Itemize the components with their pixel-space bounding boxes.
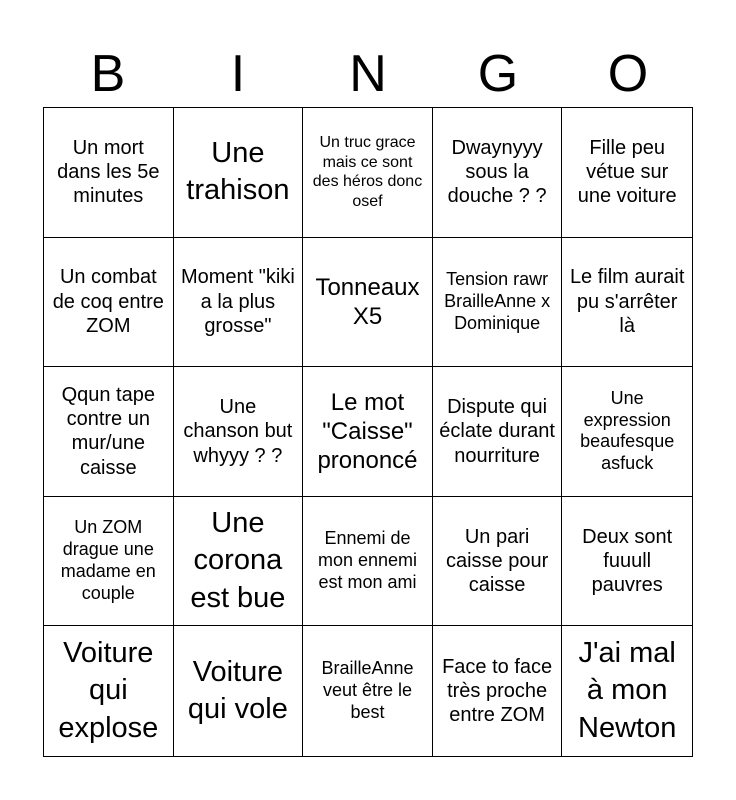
cell-text: J'ai mal à mon Newton: [578, 636, 677, 745]
cell-text: Moment "kiki a la plus grosse": [180, 266, 295, 338]
cell-text: Face to face très proche entre ZOM: [442, 655, 553, 727]
bingo-cell[interactable]: [174, 626, 304, 756]
cell-text: Une chanson but whyyy ? ?: [183, 395, 293, 467]
bingo-cell[interactable]: [433, 238, 563, 368]
cell-text: Une expression beaufesque asfuck: [580, 387, 675, 474]
bingo-cell[interactable]: [433, 367, 563, 497]
bingo-cell[interactable]: [562, 626, 692, 756]
header-letter-i: I: [230, 45, 246, 103]
bingo-cell[interactable]: [44, 108, 174, 238]
bingo-cell[interactable]: [303, 238, 433, 368]
header-letter-g: G: [477, 45, 519, 103]
cell-text: Qqun tape contre un mur/une caisse: [61, 383, 155, 479]
bingo-header: [43, 40, 693, 108]
cell-text: Tension rawr BrailleAnne x Dominique: [444, 268, 551, 333]
header-letter-b: B: [90, 45, 126, 103]
cell-text: Un mort dans les 5e minutes: [57, 136, 160, 208]
cell-text: Un truc grace mais ce sont des héros donc osef: [312, 134, 423, 210]
bingo-cell[interactable]: [303, 497, 433, 627]
cell-text: Le mot "Caisse" prononcé: [317, 388, 418, 475]
cell-text: Tonneaux X5: [315, 273, 420, 330]
cell-text: Voiture qui vole: [187, 655, 288, 726]
bingo-cell[interactable]: [433, 108, 563, 238]
cell-text: Dispute qui éclate durant nourriture: [439, 395, 555, 467]
header-letter-o: O: [607, 45, 649, 103]
bingo-cell[interactable]: [562, 367, 692, 497]
cell-text: Dwaynyyy sous la douche ? ?: [447, 136, 547, 208]
bingo-cell[interactable]: [562, 238, 692, 368]
cell-text: Ennemi de mon ennemi est mon ami: [317, 528, 418, 593]
bingo-cell[interactable]: [174, 238, 304, 368]
bingo-cell[interactable]: [44, 497, 174, 627]
bingo-cell[interactable]: [44, 367, 174, 497]
bingo-cell[interactable]: [44, 626, 174, 756]
cell-text: Voiture qui explose: [58, 636, 159, 745]
bingo-cell[interactable]: [303, 367, 433, 497]
bingo-cell[interactable]: [44, 238, 174, 368]
bingo-cell[interactable]: [433, 497, 563, 627]
cell-text: Fille peu vétue sur une voiture: [577, 136, 677, 208]
bingo-cell[interactable]: [303, 108, 433, 238]
cell-text: Deux sont fuuull pauvres: [582, 525, 673, 597]
bingo-cell[interactable]: [303, 626, 433, 756]
bingo-card: [43, 107, 693, 757]
bingo-cell[interactable]: [433, 626, 563, 756]
cell-text: BrailleAnne veut être le best: [321, 658, 414, 723]
cell-text: Le film aurait pu s'arrêter là: [569, 266, 685, 338]
bingo-cell[interactable]: [562, 497, 692, 627]
bingo-cell[interactable]: [562, 108, 692, 238]
bingo-cell[interactable]: [174, 367, 304, 497]
cell-text: Une trahison: [186, 136, 290, 207]
cell-text: Un pari caisse pour caisse: [445, 525, 549, 597]
bingo-cell[interactable]: [174, 108, 304, 238]
header-letter-n: N: [349, 45, 387, 103]
cell-text: Une corona est bue: [190, 506, 286, 614]
bingo-cell[interactable]: [174, 497, 304, 627]
cell-text: Un combat de coq entre ZOM: [52, 266, 164, 338]
cell-text: Un ZOM drague une madame en couple: [60, 517, 156, 604]
